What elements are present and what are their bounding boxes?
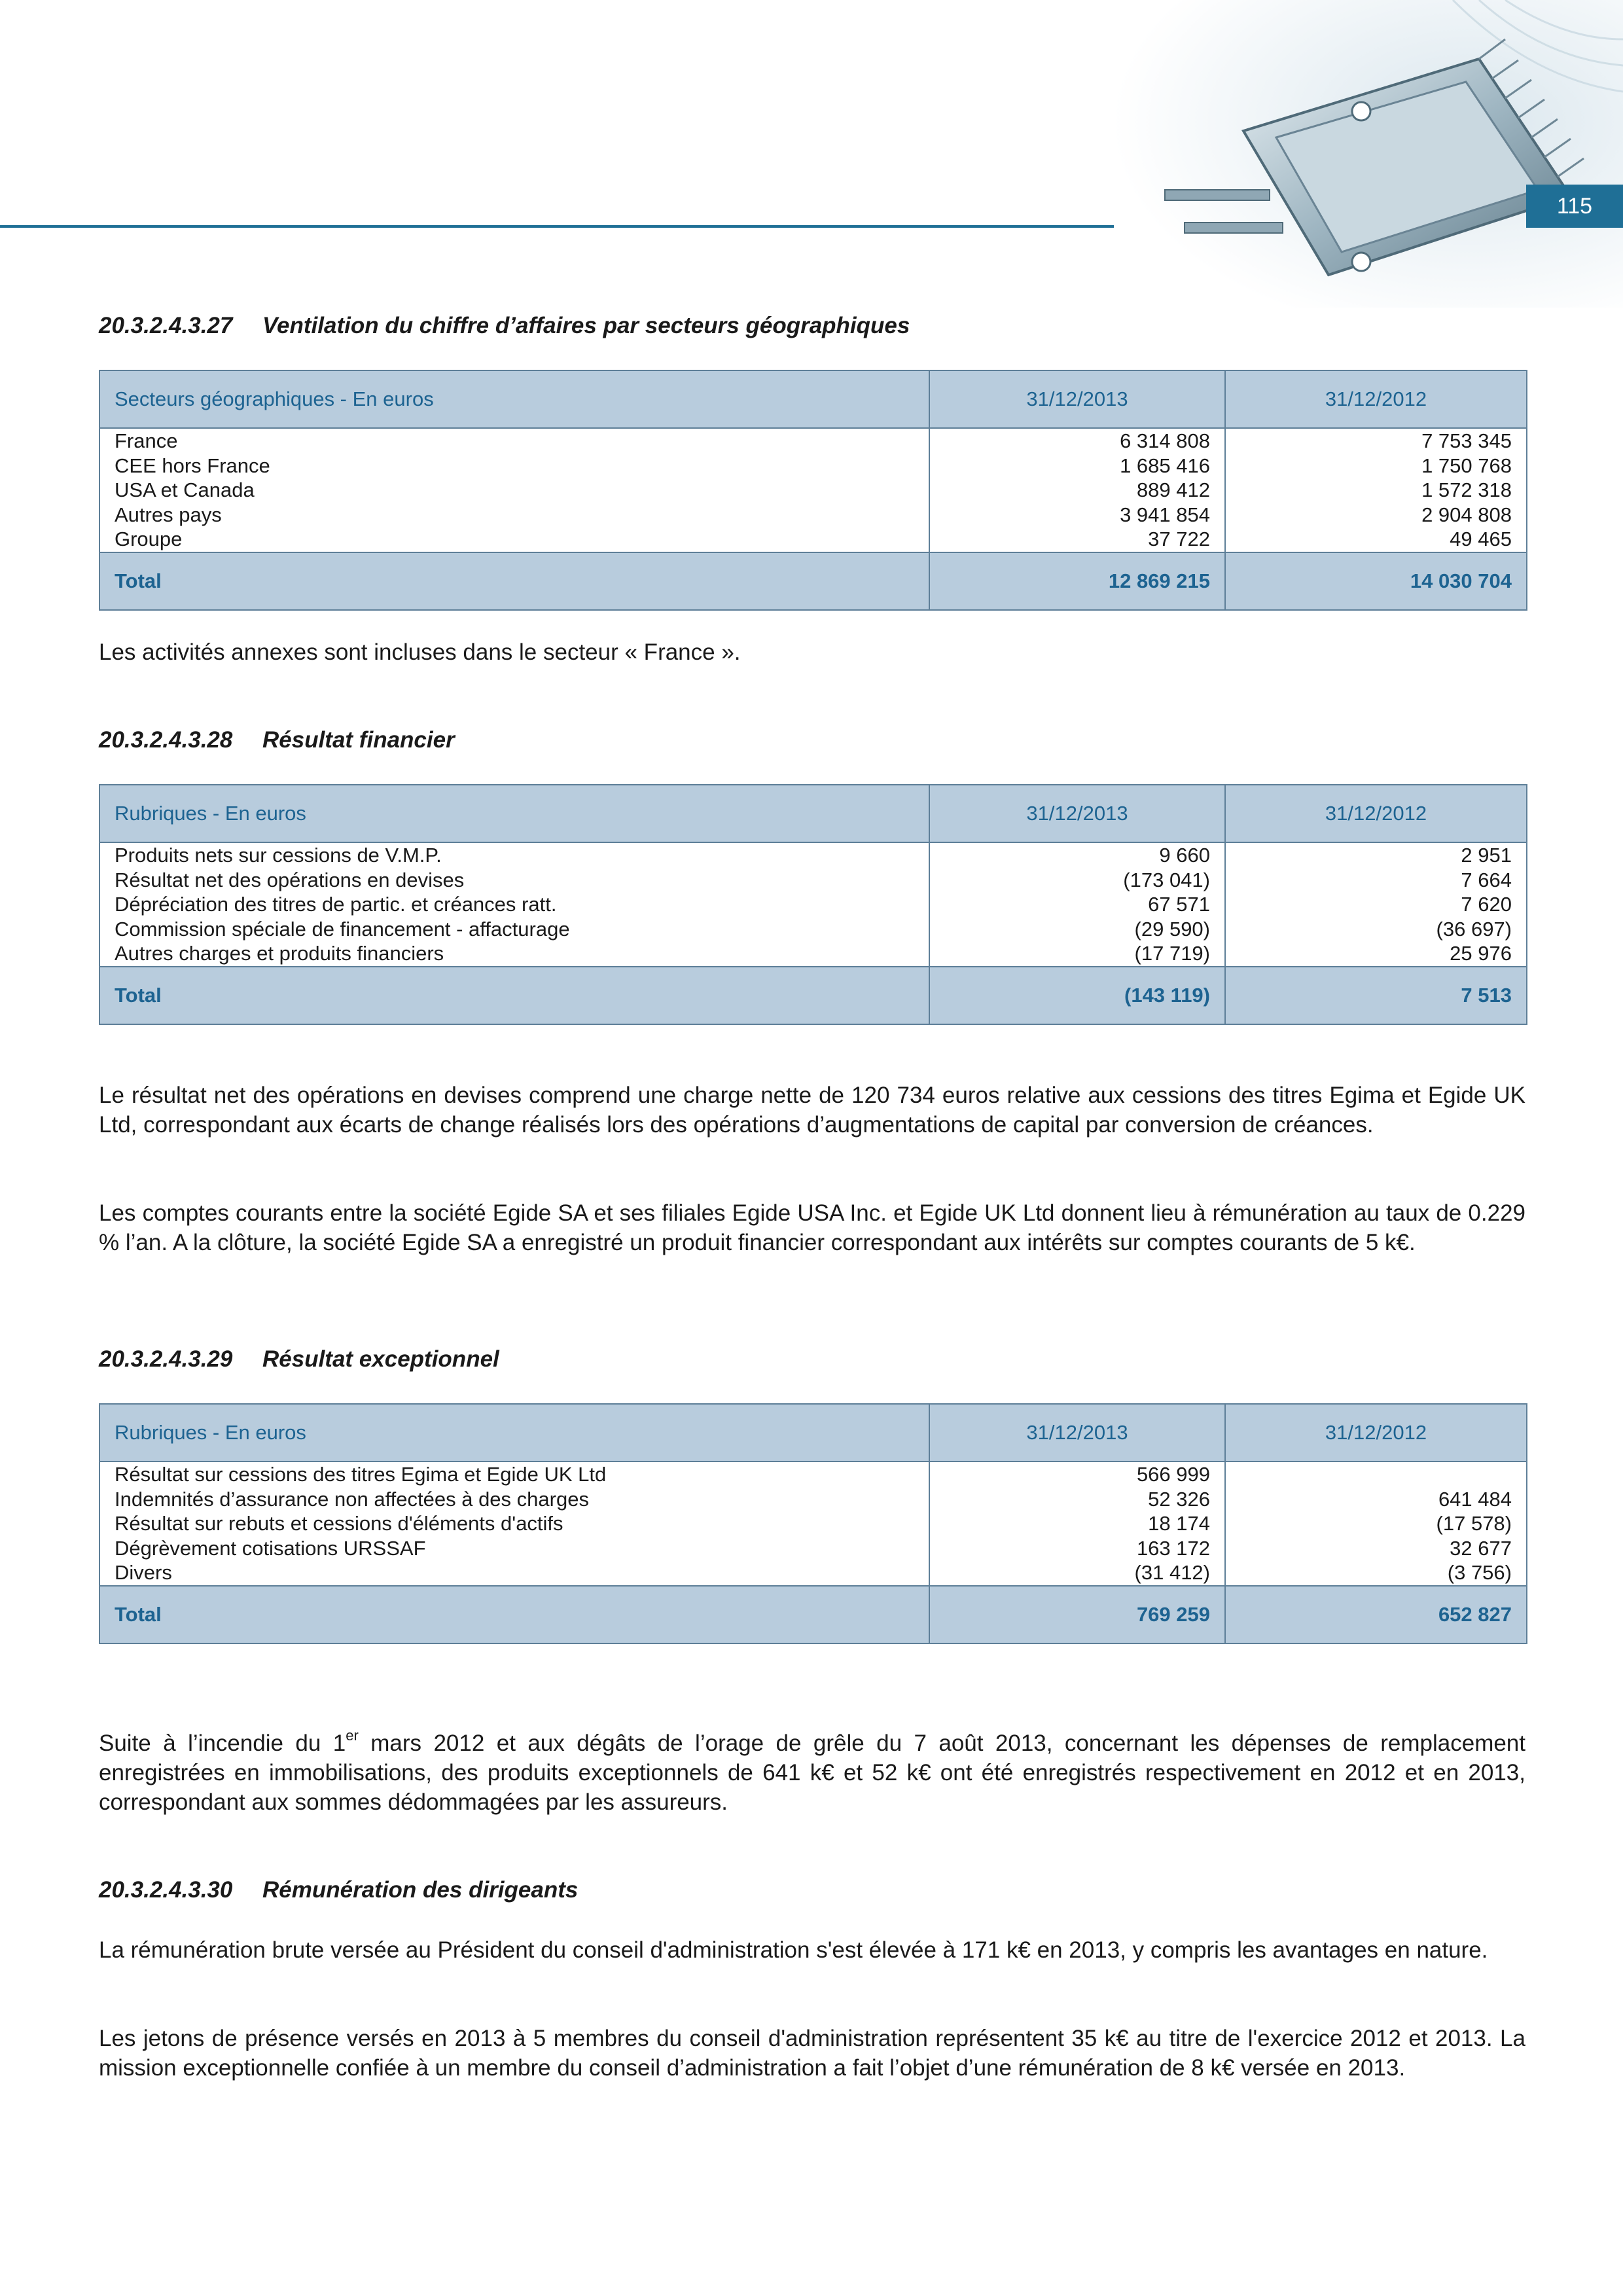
section-heading: Résultat financier — [262, 727, 455, 753]
row-label: Résultat net des opérations en devises — [115, 868, 465, 891]
paragraph: Les comptes courants entre la société Egide SA et ses filiales Egide USA Inc. et Egide UK Ltd donnent lieu à rémunération au taux de 0.229 % l’an. A la clôture, la société Egide SA a enregistré un produit financier correspondant aux intérêts sur comptes courants de 5 k€. — [99, 1200, 1525, 1255]
total-label: Total — [99, 967, 929, 1024]
section-heading: Rémunération des dirigeants — [262, 1877, 579, 1903]
row-label: USA et Canada — [115, 478, 255, 501]
cell-value: (173 041) — [1123, 868, 1210, 891]
row-labels — [99, 842, 929, 967]
cell-value: (36 697) — [1436, 917, 1512, 941]
cell-value: 49 465 — [1450, 528, 1512, 550]
cell-value: 18 174 — [1148, 1512, 1210, 1535]
values-2012 — [1225, 842, 1527, 967]
cell-value: (29 590) — [1134, 917, 1210, 941]
section-title-27 — [99, 313, 910, 339]
cell-value: (17 719) — [1134, 942, 1210, 965]
header-rule — [0, 225, 1114, 228]
values-2012 — [1225, 1462, 1527, 1586]
section-number: 20.3.2.4.3.30 — [99, 1877, 233, 1903]
cell-value: 7 753 345 — [1421, 429, 1512, 452]
cell-value: 3 941 854 — [1120, 503, 1210, 526]
paragraph-start: Suite à l’incendie du 1 — [99, 1731, 346, 1756]
row-label: Autres charges et produits financiers — [115, 942, 444, 965]
row-label: CEE hors France — [115, 454, 270, 477]
row-label: Indemnités d’assurance non affectées à des charges — [115, 1487, 589, 1511]
cell-value: 9 660 — [1159, 844, 1210, 867]
values-2013 — [929, 428, 1225, 552]
cell-value: 37 722 — [1148, 528, 1210, 550]
cell-value: (31 412) — [1134, 1561, 1210, 1584]
cell-value: 1 685 416 — [1120, 454, 1210, 477]
values-2012 — [1225, 428, 1527, 552]
row-labels — [99, 1462, 929, 1586]
column-header-2012: 31/12/2012 — [1225, 1404, 1527, 1462]
cell-value: 889 412 — [1136, 478, 1210, 501]
column-header-label: Rubriques - En euros — [99, 785, 929, 842]
row-label: Dépréciation des titres de partic. et créances ratt. — [115, 893, 557, 916]
table-financial-result — [99, 784, 1527, 1025]
total-2012: 14 030 704 — [1225, 552, 1527, 610]
section-heading: Ventilation du chiffre d’affaires par secteurs géographiques — [262, 313, 910, 338]
paragraph: Le résultat net des opérations en devises comprend une charge nette de 120 734 euros relative aux cessions des titres Egima et Egide UK Ltd, correspondant aux écarts de change réalisés lors des opérations d’augmentations de capital par conversion de créances. — [99, 1083, 1525, 1138]
cell-value: 566 999 — [1136, 1463, 1210, 1486]
row-label: Commission spéciale de financement - affacturage — [115, 917, 570, 941]
cell-value: 2 951 — [1461, 844, 1512, 867]
cell-value: 1 750 768 — [1421, 454, 1512, 477]
cell-value: 32 677 — [1450, 1536, 1512, 1560]
header-component-illustration — [1113, 0, 1623, 308]
table-geographic-sales — [99, 370, 1527, 611]
column-header-2012: 31/12/2012 — [1225, 370, 1527, 428]
paragraph: La rémunération brute versée au Président du conseil d'administration s'est élevée à 171 k€ en 2013, y compris les avantages en nature. — [99, 1937, 1488, 1963]
total-2013: 12 869 215 — [929, 552, 1225, 610]
column-header-label: Secteurs géographiques - En euros — [99, 370, 929, 428]
table-note: Les activités annexes sont incluses dans le secteur « France ». — [99, 639, 741, 665]
section-title-29 — [99, 1346, 499, 1372]
row-label: Dégrèvement cotisations URSSAF — [115, 1536, 426, 1560]
cell-value: 7 664 — [1461, 868, 1512, 891]
column-header-2013: 31/12/2013 — [929, 370, 1225, 428]
row-label: Autres pays — [115, 503, 222, 526]
cell-value: 67 571 — [1148, 893, 1210, 916]
total-2013: (143 119) — [929, 967, 1225, 1024]
values-2013 — [929, 1462, 1225, 1586]
total-label: Total — [99, 552, 929, 610]
cell-value: 6 314 808 — [1120, 429, 1210, 452]
row-labels — [99, 428, 929, 552]
cell-value: (3 756) — [1447, 1561, 1512, 1584]
paragraph-end: mars 2012 et aux dégâts de l’orage de grêle du 7 août 2013, concernant les dépenses de remplacement enregistrées en immobilisations, des produits exceptionnels de 641 k€ et 52 k€ ont été enregistrés respectivement en 2012 et en 2013, correspondant aux sommes dédommagées par les assureurs. — [99, 1731, 1525, 1815]
values-2013 — [929, 842, 1225, 967]
total-2013: 769 259 — [929, 1586, 1225, 1643]
table-exceptional-result — [99, 1403, 1527, 1644]
row-label: Résultat sur cessions des titres Egima et Egide UK Ltd — [115, 1463, 607, 1486]
cell-value: 641 484 — [1438, 1487, 1512, 1511]
section-heading: Résultat exceptionnel — [262, 1346, 499, 1372]
section-number: 20.3.2.4.3.29 — [99, 1346, 233, 1372]
cell-value: 163 172 — [1136, 1536, 1210, 1560]
column-header-2012: 31/12/2012 — [1225, 785, 1527, 842]
cell-value — [1240, 1462, 1512, 1487]
total-2012: 652 827 — [1225, 1586, 1527, 1643]
cell-value: (17 578) — [1436, 1512, 1512, 1535]
section-title-30 — [99, 1877, 578, 1903]
column-header-2013: 31/12/2013 — [929, 1404, 1225, 1462]
total-2012: 7 513 — [1225, 967, 1527, 1024]
paragraph — [99, 1729, 1525, 1817]
column-header-label: Rubriques - En euros — [99, 1404, 929, 1462]
cell-value: 7 620 — [1461, 893, 1512, 916]
cell-value: 2 904 808 — [1421, 503, 1512, 526]
cell-value: 25 976 — [1450, 942, 1512, 965]
section-number: 20.3.2.4.3.28 — [99, 727, 233, 753]
cell-value: 1 572 318 — [1421, 478, 1512, 501]
section-title-28 — [99, 727, 455, 753]
page-number: 115 — [1526, 185, 1623, 228]
row-label: Produits nets sur cessions de V.M.P. — [115, 844, 442, 867]
ordinal-superscript: er — [346, 1727, 359, 1744]
total-label: Total — [99, 1586, 929, 1643]
row-label: France — [115, 429, 178, 452]
row-label: Résultat sur rebuts et cessions d'éléments d'actifs — [115, 1512, 563, 1535]
row-label: Groupe — [115, 528, 183, 550]
section-number: 20.3.2.4.3.27 — [99, 313, 233, 338]
column-header-2013: 31/12/2013 — [929, 785, 1225, 842]
row-label: Divers — [115, 1561, 172, 1584]
cell-value: 52 326 — [1148, 1487, 1210, 1511]
paragraph: Les jetons de présence versés en 2013 à 5 membres du conseil d'administration représentent 35 k€ au titre de l'exercice 2012 et 2013. La mission exceptionnelle confiée à un membre du conseil d’administration a fait l’objet d’une rémunération de 8 k€ versée en 2013. — [99, 2026, 1525, 2081]
